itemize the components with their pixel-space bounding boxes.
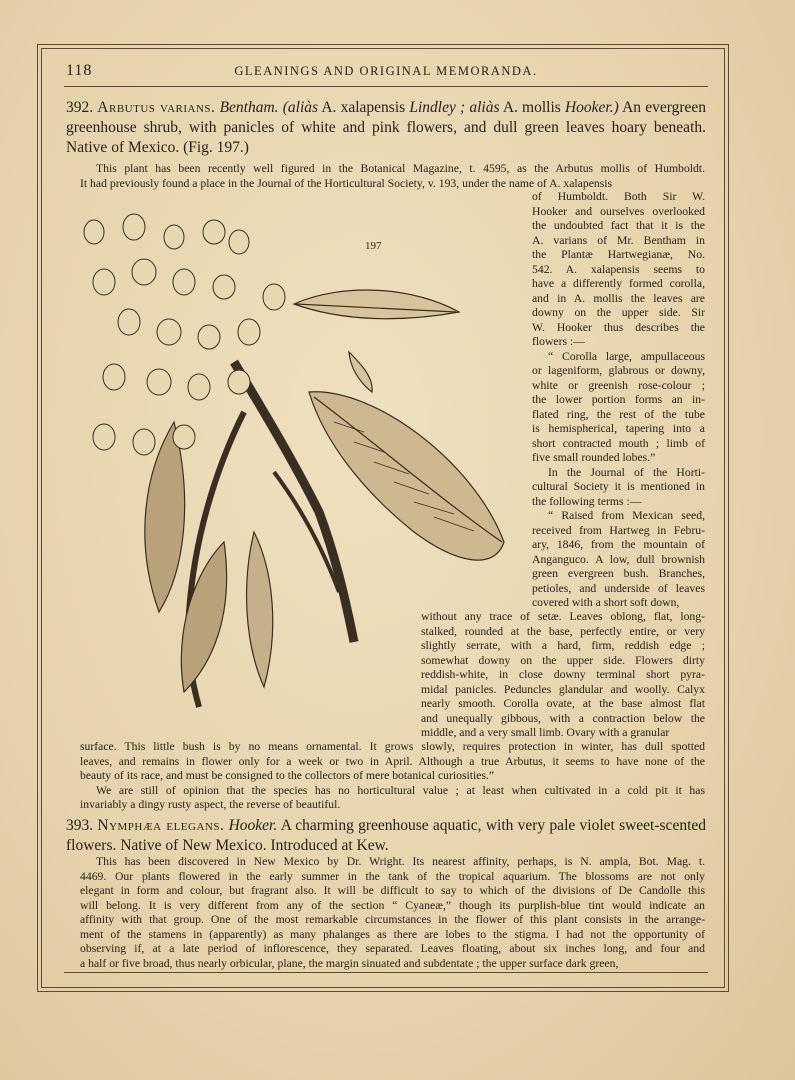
- text-line: midal panicles. Peduncles glandular and woolly. Calyx: [421, 682, 705, 696]
- text-line: and unequally gibbous, with a contraction below the: [421, 711, 705, 725]
- entry-392-tail-text: [80, 740, 705, 813]
- text-line: a half or five broad, thus nearly orbicular, plane, the margin sinuated and subdentate ; the upper surface dark green,: [80, 956, 619, 970]
- text-line: This plant has been recently well figured in the Botanical Magazine, t. 4595, as the Arbutus mollis of Humboldt.: [96, 162, 705, 175]
- text-line: This has been discovered in New Mexico by Dr. Wright. Its nearest affinity, perhaps, is N. ampla, Bot. Mag. t.: [96, 855, 705, 868]
- running-head: [66, 62, 706, 84]
- text-line: somewhat downy on the upper side. Flowers dirty: [421, 653, 705, 667]
- entry-392-intro: [80, 162, 705, 191]
- text-line: ment of the stamens in (apparently) as many phalanges as there are lobes to the stigma. I had not the opportunity of: [80, 927, 705, 941]
- synonym-2-alias: aliàs: [469, 99, 500, 116]
- text-line: beauty of its race, and must be consigned to the collectors of mere botanical curiosities.”: [80, 769, 495, 782]
- text-line: the lower portion forms an in-: [532, 393, 705, 406]
- text-line: downy on the upper side. Sir: [532, 306, 705, 319]
- text-line: stalked, rounded at the base, perfectly entire, or very: [421, 624, 705, 638]
- text-line: slightly serrate, with a hard, firm, reddish edge ;: [421, 639, 705, 652]
- text-line: have a differently formed corolla,: [532, 277, 705, 290]
- text-line: We are still of opinion that the species has no horticultural value ; at least when cultivated in a cold pit it has: [96, 783, 705, 797]
- entry-392-heading: [66, 98, 706, 158]
- text-line: white or greenish rose-colour ;: [532, 378, 705, 392]
- entry-number: 392.: [66, 99, 94, 116]
- text-line: In the Journal of the Horti-: [548, 465, 705, 479]
- running-title: GLEANINGS AND ORIGINAL MEMORANDA.: [234, 64, 538, 78]
- text-line: the Plantæ Hartwegianæ, No.: [532, 248, 705, 261]
- text-line: short contracted mouth ; limb of: [532, 436, 705, 450]
- footer-rule: [64, 972, 708, 973]
- page-number: 118: [66, 62, 93, 79]
- arbutus-engraving-icon: [74, 212, 526, 712]
- text-line: affinity with that group. One of the most remarkable circumstances in the flower of this plant consists in the arrange-: [80, 913, 705, 926]
- entry-description: An evergreen greenhouse shrub, with panicles of white and pink flowers, and dull green leaves hoary beneath. Native of Mexico. (Fig. 197.): [66, 99, 707, 156]
- text-line: leaves, and remains in flower only for a week or two in April. Although a true Arbutus, it seems to have none of the: [80, 754, 705, 768]
- entry-description: A charming greenhouse aquatic, with very pale violet sweet-scented flowers. Native of New Mexico. Introduced at Kew.: [66, 817, 707, 854]
- text-line: observing if, at a late period of inflorescence, they separated. Leaves floating, about six inches long, and four and: [80, 942, 705, 955]
- text-line: “ Raised from Mexican seed,: [548, 509, 705, 522]
- text-line: invariably a dingy rusty aspect, the reverse of beautiful.: [80, 798, 341, 811]
- text-line: W. Hooker thus describes the: [532, 320, 705, 334]
- text-line: flowers :—: [532, 335, 585, 348]
- synonym-1-author: Lindley ;: [409, 99, 466, 116]
- species-author: Bentham.: [219, 99, 279, 116]
- text-line: It had previously found a place in the Journal of the Horticultural Society, v. 193, under the name of A. xalapensis: [80, 176, 613, 190]
- text-line: the undoubted fact that it is the: [532, 219, 705, 232]
- text-line: flated ring, the rest of the tube: [532, 407, 705, 421]
- text-line: 4469. Our plants flowered in the early summer in the tank of the tropical aquarium. The blossoms are not only: [80, 869, 705, 883]
- text-line: nearly smooth. Corolla ovate, at the base almost flat: [421, 697, 705, 710]
- species-name: Nymphæa elegans.: [97, 817, 225, 834]
- entry-392-column-text: [532, 190, 705, 611]
- text-line: surface. This little bush is by no means ornamental. It grows slowly, requires protection in winter, has dull spotted: [80, 740, 705, 753]
- text-line: and in A. mollis the leaves are: [532, 291, 705, 305]
- text-line: green evergreen bush. Branches,: [532, 567, 705, 580]
- species-name: Arbutus varians.: [97, 99, 216, 116]
- text-line: reddish-white, in close downy terminal short pyra-: [421, 668, 705, 681]
- figure-number: 197: [365, 240, 382, 252]
- text-line: Anganguco. A low, dull brownish: [532, 552, 705, 566]
- text-line: Hooker and ourselves overlooked: [532, 204, 705, 218]
- text-line: will belong. It is very different from any of the section “ Cyaneæ,” though its purplish-blue tint would indicate an: [80, 898, 705, 912]
- text-line: elegant in form and colour, but fragrant also. It will be difficult to say to which of the divisions of De Candolle this: [80, 884, 705, 897]
- text-line: ary, 1846, from the mountain of: [532, 538, 705, 551]
- entry-number: 393.: [66, 817, 94, 834]
- text-line: middle, and a very small limb. Ovary with a granular: [421, 726, 670, 739]
- arbutus-illustration: [74, 212, 526, 712]
- entry-393-text: [80, 855, 705, 971]
- text-line: cultural Society it is mentioned in: [532, 480, 705, 493]
- text-line: 542. A. xalapensis seems to: [532, 262, 705, 276]
- header-rule: [64, 86, 708, 87]
- text-line: received from Hartweg in Febru-: [532, 523, 705, 537]
- synonym-2: A. mollis: [502, 99, 561, 116]
- entry-393-heading: [66, 816, 706, 856]
- species-author: Hooker.: [228, 817, 278, 834]
- text-line: the following terms :—: [532, 494, 642, 508]
- text-line: five small rounded lobes.”: [532, 451, 656, 464]
- synonym-open: (aliàs: [282, 99, 319, 116]
- text-line: is hemispherical, tapering into a: [532, 422, 705, 435]
- text-line: covered with a short soft down,: [532, 596, 680, 609]
- text-line: of Humboldt. Both Sir W.: [532, 190, 705, 203]
- synonym-1: A. xalapensis: [321, 99, 406, 116]
- synonym-2-author: Hooker.): [564, 99, 619, 116]
- text-line: petioles, and underside of leaves: [532, 581, 705, 595]
- text-line: “ Corolla large, ampullaceous: [548, 349, 705, 363]
- text-line: or lageniform, glabrous or downy,: [532, 364, 705, 377]
- text-line: without any trace of setæ. Leaves oblong, flat, long-: [421, 610, 705, 623]
- text-line: A. varians of Mr. Bentham in: [532, 233, 705, 247]
